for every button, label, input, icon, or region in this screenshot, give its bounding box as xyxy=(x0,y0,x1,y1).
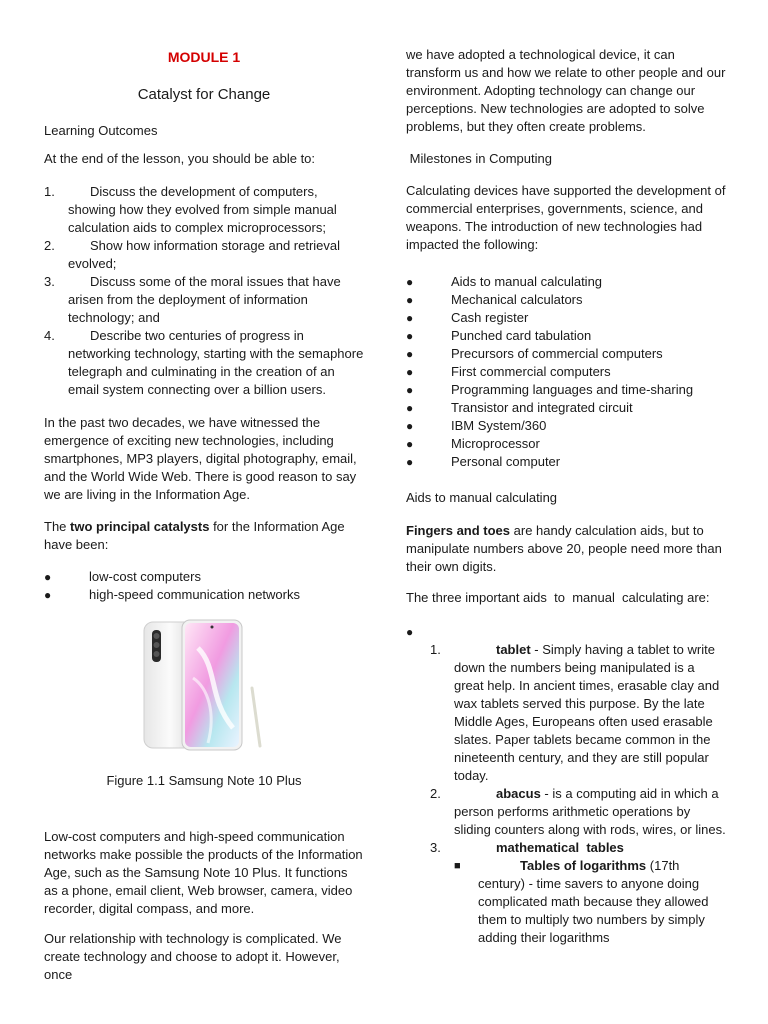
outcome-item xyxy=(44,183,364,237)
list-item-text: IBM System/360 xyxy=(451,418,547,433)
list-item-text: Transistor and integrated circuit xyxy=(451,400,633,415)
outcome-text xyxy=(68,327,364,399)
outcome-text-content: Describe two centuries of progress in networking technology, starting with the semaphore telegraph and culminating in the creation of an email system connecting over a billion users. xyxy=(68,328,364,397)
paragraph-relationship: Our relationship with technology is complicated. We create technology and choose to adopt it. However, once xyxy=(44,931,342,982)
bullet-icon: ● xyxy=(406,437,414,451)
aid-description: - is a computing aid in which a person performs arithmetic operations by sliding counters along with rods, wires, or lines. xyxy=(454,786,726,837)
list-item-text: high-speed communication networks xyxy=(89,587,300,602)
samsung-phone-illustration xyxy=(138,618,270,754)
outcome-number: 1. xyxy=(44,184,55,199)
list-item xyxy=(406,309,726,327)
list-item xyxy=(406,327,726,345)
catalysts-bold: two principal catalysts xyxy=(70,519,210,534)
outcomes-intro: At the end of the lesson, you should be able to: xyxy=(44,151,316,166)
bullet-icon: ● xyxy=(406,401,414,415)
outcome-text xyxy=(68,183,364,237)
list-item xyxy=(406,345,726,363)
figure-caption: Figure 1.1 Samsung Note 10 Plus xyxy=(106,773,302,788)
catalysts-post: for the Information Age have been: xyxy=(44,519,345,552)
milestones-heading: Milestones in Computing xyxy=(406,151,552,166)
list-item xyxy=(406,273,726,291)
list-item xyxy=(406,453,726,471)
outcome-text-content: Show how information storage and retrieval evolved; xyxy=(68,238,341,271)
square-bullet-icon: ■ xyxy=(454,860,461,872)
outcome-item xyxy=(44,237,364,273)
bullet-icon: ● xyxy=(406,347,414,361)
aid-number: 2. xyxy=(430,786,441,801)
list-item xyxy=(44,586,364,604)
bullet-icon: ● xyxy=(44,570,52,584)
paragraph-three-aids: The three important aids to manual calculating are: xyxy=(406,590,710,605)
list-item xyxy=(406,363,726,381)
paragraph-fingers xyxy=(406,522,726,576)
outcome-text xyxy=(68,237,364,273)
camera-lens xyxy=(154,633,160,639)
aid-term: tablet xyxy=(496,642,531,657)
outcome-number: 2. xyxy=(44,238,55,253)
module-label: MODULE 1 xyxy=(167,49,241,65)
bullet-icon: ● xyxy=(406,455,414,469)
aid-item xyxy=(406,839,726,857)
outcome-item xyxy=(44,273,364,327)
list-item xyxy=(406,417,726,435)
bullet-icon: ● xyxy=(406,311,414,325)
bullet-icon: ● xyxy=(44,588,52,602)
list-item xyxy=(406,381,726,399)
catalyst-bullet-list xyxy=(44,568,364,604)
outcome-number: 4. xyxy=(44,328,55,343)
milestone-bullet-list xyxy=(406,273,726,471)
left-column xyxy=(44,0,364,984)
aid-number: 3. xyxy=(430,840,441,855)
outcome-text-content: Discuss some of the moral issues that have arisen from the deployment of information technology; and xyxy=(68,274,341,325)
outcome-text xyxy=(68,273,364,327)
aids-list xyxy=(406,641,726,947)
aids-heading: Aids to manual calculating xyxy=(406,490,558,505)
page-title: Catalyst for Change xyxy=(137,86,271,103)
bullet-icon: ● xyxy=(406,625,414,639)
paragraph-catalysts xyxy=(44,518,364,554)
list-item-text: Aids to manual calculating xyxy=(451,274,603,289)
fingers-rest: are handy calculation aids, but to manipulate numbers above 20, people need more than their own digits. xyxy=(406,523,722,574)
list-item-text: low-cost computers xyxy=(89,569,201,584)
fingers-bold: Fingers and toes xyxy=(406,523,511,538)
list-item xyxy=(406,291,726,309)
aid-term: mathematical tables xyxy=(496,840,624,855)
bullet-icon: ● xyxy=(406,419,414,433)
list-item xyxy=(44,568,364,586)
list-item-text: Microprocessor xyxy=(451,436,540,451)
list-item xyxy=(406,399,726,417)
logs-term: Tables of logarithms xyxy=(520,858,647,873)
front-camera xyxy=(211,626,214,629)
bullet-icon: ● xyxy=(406,275,414,289)
figure-image xyxy=(44,618,364,754)
list-item-text: Personal computer xyxy=(451,454,561,469)
aid-term: abacus xyxy=(496,786,541,801)
list-item-text: Punched card tabulation xyxy=(451,328,592,343)
bullet-icon: ● xyxy=(406,383,414,397)
catalysts-pre: The xyxy=(44,519,71,534)
camera-lens xyxy=(154,651,160,657)
learning-outcomes-heading: Learning Outcomes xyxy=(44,123,158,138)
paragraph-past-decades: In the past two decades, we have witnessed the emergence of exciting new technologies, including smartphones, MP3 players, digital photography, email, and the World Wide Web. There is good reason to say we are living in the Information Age. xyxy=(44,415,357,502)
bullet-icon: ● xyxy=(406,329,414,343)
right-column xyxy=(406,0,726,947)
camera-lens xyxy=(154,642,160,648)
list-item-text: Mechanical calculators xyxy=(451,292,583,307)
outcome-text-content: Discuss the development of computers, showing how they evolved from simple manual calculation aids to complex microprocessors; xyxy=(68,184,337,235)
aid-description: - Simply having a tablet to write down the numbers being manipulated is a great help. In ancient times, erasable clay and wax tablets served this purpose. By the late Middle Ages, Europeans often used erasable slates. Paper tablets became common in the nineteenth century, and they are still popular today. xyxy=(454,642,720,783)
bullet-icon: ● xyxy=(406,293,414,307)
aid-item xyxy=(406,785,726,839)
list-item xyxy=(406,435,726,453)
paragraph-calculating: Calculating devices have supported the development of commercial enterprises, governments, science, and weapons. The introduction of new technologies had impacted the following: xyxy=(406,183,726,252)
list-item-text: Programming languages and time-sharing xyxy=(451,382,694,397)
outcome-number: 3. xyxy=(44,274,55,289)
paragraph-continued: we have adopted a technological device, it can transform us and how we relate to other people and our environment. Adopting technology can change our perceptions. New technologies are adopted to solve problems, but they often create problems. xyxy=(406,47,726,134)
list-item-text: First commercial computers xyxy=(451,364,611,379)
bullet-icon: ● xyxy=(406,365,414,379)
sub-aid-item xyxy=(406,857,726,947)
list-item-text: Cash register xyxy=(451,310,529,325)
logs-description: (17th century) - time savers to anyone doing complicated math because they allowed them to multiply two numbers by simply adding their logarithms xyxy=(478,858,709,945)
empty-bullet xyxy=(406,623,726,641)
outcome-item xyxy=(44,327,364,399)
aid-item xyxy=(406,641,726,785)
outcomes-list xyxy=(44,183,364,399)
stylus-pen xyxy=(252,688,260,746)
paragraph-low-cost: Low-cost computers and high-speed communication networks make possible the products of the Information Age, such as the Samsung Note 10 Plus. It functions as a phone, email client, Web browser, camera, video recorder, digital compass, and more. xyxy=(44,829,363,916)
aid-number: 1. xyxy=(430,642,441,657)
list-item-text: Precursors of commercial computers xyxy=(451,346,663,361)
